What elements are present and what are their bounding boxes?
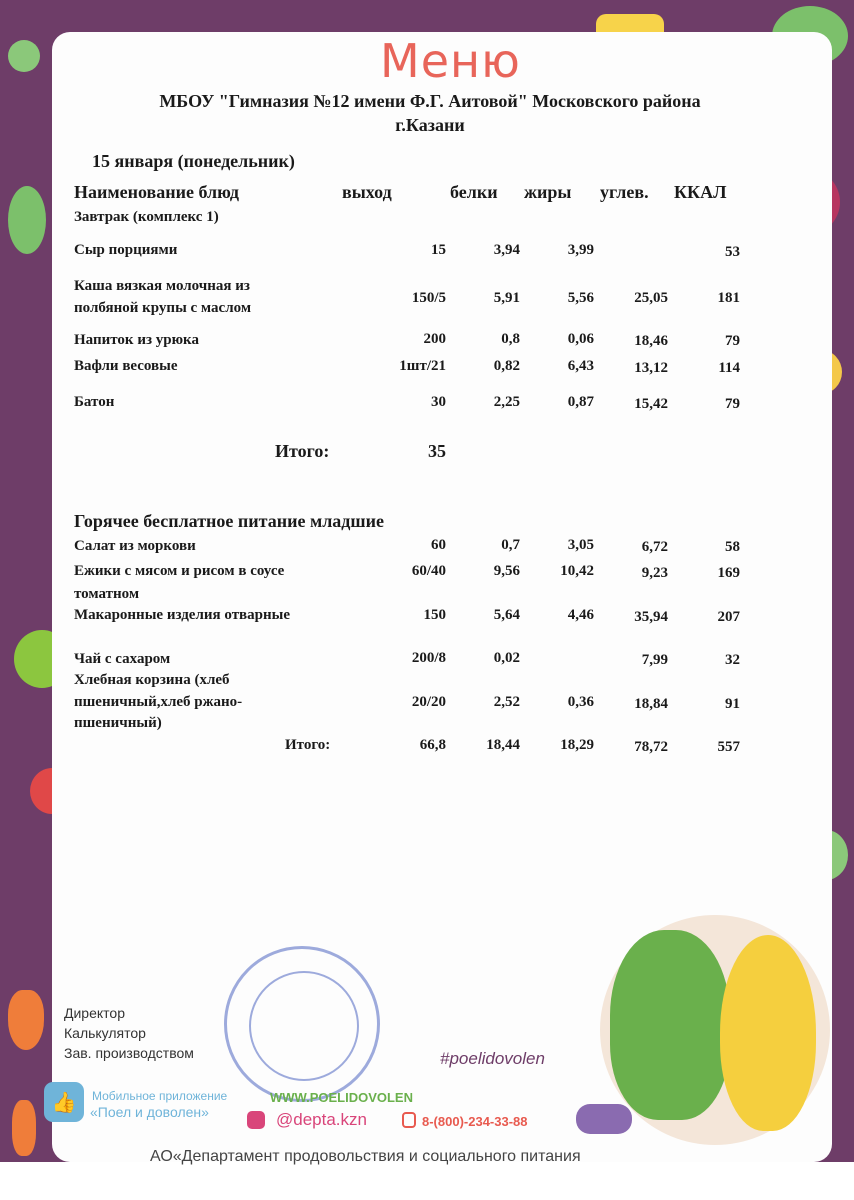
dish-kcal: 58	[725, 539, 740, 555]
dish-protein: 9,56	[493, 563, 520, 579]
breakfast-total-value: 35	[428, 441, 446, 461]
official-stamp	[224, 946, 380, 1102]
phone-number[interactable]: 8-(800)-234-33-88	[422, 1114, 528, 1129]
leaf-icon	[8, 40, 40, 72]
dish-name: Сыр порциями	[74, 242, 178, 258]
col-name-header: Наименование блюд	[74, 182, 239, 202]
broccoli-icon	[610, 930, 730, 1120]
dish-fat: 0,36	[567, 694, 594, 710]
dish-carb: 6,72	[641, 539, 668, 555]
dish-carb: 18,46	[634, 333, 668, 349]
dish-out: 60	[431, 537, 446, 553]
dish-kcal: 114	[718, 360, 740, 376]
hashtag: #poelidovolen	[440, 1049, 545, 1068]
dish-kcal: 79	[725, 396, 740, 412]
dish-kcal: 169	[717, 565, 740, 581]
dish-carb: 18,84	[634, 696, 668, 712]
instagram-icon	[247, 1111, 265, 1129]
dish-carb: 25,05	[634, 290, 668, 306]
dish-kcal: 53	[725, 244, 740, 260]
app-name: «Поел и доволен»	[90, 1104, 209, 1120]
dish-name: Салат из моркови	[74, 538, 196, 554]
dish-fat: 4,46	[567, 607, 594, 623]
app-label: Мобильное приложение	[92, 1089, 228, 1103]
dish-name-cont: пшеничный,хлеб ржано-	[74, 694, 243, 710]
dish-fat: 0,87	[567, 394, 594, 410]
dish-kcal: 181	[717, 290, 740, 306]
dish-kcal: 32	[725, 652, 740, 668]
dish-carb: 9,23	[641, 565, 668, 581]
dish-out: 200	[423, 331, 446, 347]
dish-fat: 6,43	[567, 358, 594, 374]
menu-date: 15 января (понедельник)	[92, 151, 295, 171]
dish-name: Хлебная корзина (хлеб	[74, 672, 230, 688]
lunch-title: Горячее бесплатное питание младшие	[74, 511, 384, 531]
dish-out: 60/40	[411, 563, 446, 579]
dish-name: Ежики с мясом и рисом в соусе	[74, 563, 285, 579]
thumbs-up-icon: 👍	[44, 1082, 84, 1122]
dish-fat: 0,06	[567, 331, 594, 347]
banana-icon	[720, 935, 816, 1131]
dish-name-cont: томатном	[74, 586, 140, 602]
dish-fat: 10,42	[560, 563, 594, 579]
dish-carb: 15,42	[634, 396, 668, 412]
instagram-handle[interactable]: @depta.kzn	[276, 1110, 367, 1129]
dish-fat: 3,05	[567, 537, 594, 553]
dish-carb: 13,12	[634, 360, 668, 376]
site-link[interactable]: WWW.POELIDOVOLEN	[270, 1090, 413, 1105]
dish-out: 1шт/21	[399, 358, 446, 374]
dish-name: Батон	[74, 394, 115, 410]
dish-kcal: 207	[717, 609, 740, 625]
director-label: Директор	[64, 1005, 125, 1021]
org-name: МБОУ "Гимназия №12 имени Ф.Г. Аитовой" Московского района	[159, 91, 701, 111]
dish-kcal: 91	[725, 696, 740, 712]
dish-out: 150/5	[411, 290, 446, 306]
dish-kcal: 79	[725, 333, 740, 349]
candy-icon	[576, 1104, 632, 1134]
dish-name: Напиток из урюка	[74, 332, 199, 348]
breakfast-total-label: Итого:	[275, 441, 330, 461]
org-city: г.Казани	[395, 115, 465, 135]
dish-name: Чай с сахаром	[74, 651, 171, 667]
company-name: АО«Департамент продовольствия и социального питания	[150, 1148, 581, 1165]
dish-out: 200/8	[411, 650, 446, 666]
lunch-total-fat: 18,29	[560, 737, 594, 753]
bottom-strip	[0, 1162, 854, 1200]
dish-carb: 7,99	[641, 652, 668, 668]
dish-carb: 35,94	[634, 609, 668, 625]
production-head-label: Зав. производством	[64, 1045, 194, 1061]
dish-protein: 0,7	[501, 537, 520, 553]
lunch-total-out: 66,8	[419, 737, 446, 753]
carrot-icon	[12, 1100, 36, 1156]
dish-protein: 0,02	[493, 650, 520, 666]
dish-name-cont: пшеничный)	[74, 715, 162, 731]
lunch-total-carb: 78,72	[634, 739, 668, 755]
phone-icon	[402, 1112, 416, 1128]
carrot-icon	[8, 990, 44, 1050]
lunch-total-label: Итого:	[285, 737, 331, 753]
dish-protein: 2,25	[493, 394, 520, 410]
col-carb-header: углев.	[600, 182, 649, 202]
dish-protein: 5,64	[493, 607, 520, 623]
dish-name: Каша вязкая молочная из	[74, 278, 250, 294]
dish-protein: 0,82	[493, 358, 520, 374]
dish-out: 150	[423, 607, 446, 623]
dish-name-cont: полбяной крупы с маслом	[74, 300, 252, 316]
dish-fat: 3,99	[567, 242, 594, 258]
dish-out: 30	[431, 394, 446, 410]
dish-protein: 3,94	[493, 242, 520, 258]
lunch-total-kcal: 557	[717, 739, 740, 755]
col-protein-header: белки	[450, 182, 498, 202]
col-kcal-header: ККАЛ	[674, 182, 727, 202]
dish-protein: 2,52	[493, 694, 520, 710]
dish-name: Вафли весовые	[74, 358, 178, 374]
dish-protein: 0,8	[501, 331, 520, 347]
dish-name: Макаронные изделия отварные	[74, 607, 291, 623]
dish-fat: 5,56	[567, 290, 594, 306]
menu-logo: Меню	[380, 34, 521, 88]
dish-out: 20/20	[411, 694, 446, 710]
breakfast-title: Завтрак (комплекс 1)	[74, 209, 219, 225]
lunch-total-protein: 18,44	[486, 737, 520, 753]
dish-out: 15	[431, 242, 446, 258]
col-fat-header: жиры	[524, 182, 572, 202]
col-out-header: выход	[342, 182, 392, 202]
calculator-label: Калькулятор	[64, 1025, 146, 1041]
cabbage-icon	[8, 186, 46, 254]
dish-protein: 5,91	[493, 290, 520, 306]
